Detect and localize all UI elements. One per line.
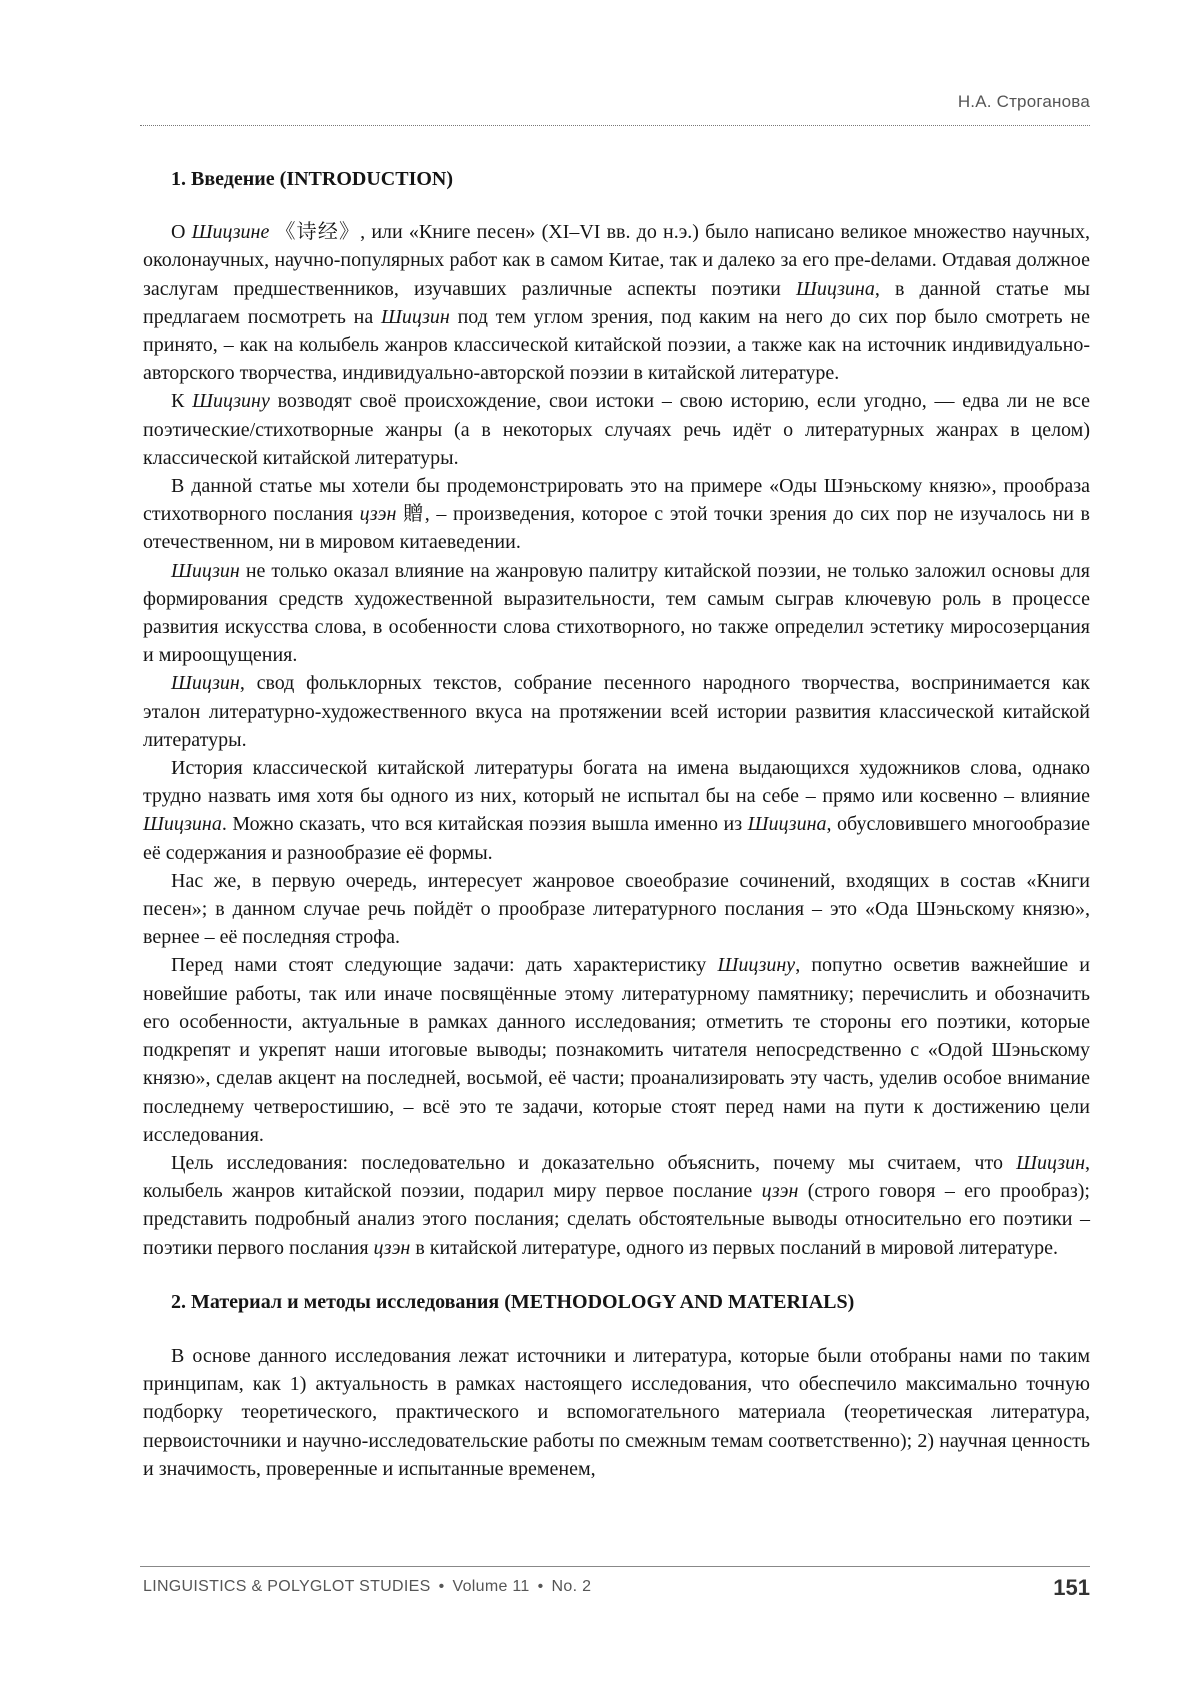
paragraph xyxy=(143,754,1090,867)
header-dotted-rule xyxy=(140,125,1090,126)
italic-term: цзэн xyxy=(359,503,397,526)
italic-term: Шицзин xyxy=(1016,1151,1085,1174)
paragraph xyxy=(143,1149,1090,1262)
italic-term: Шицзине xyxy=(191,221,270,244)
italic-term: Шицзину xyxy=(192,390,270,413)
italic-term: Шицзина xyxy=(143,813,222,836)
text-run: , попутно осветив важнейшие и новейшие работы, так или иначе посвящённые этому литературному памятнику; перечислить и обозначить его особенности, актуальные в рамках данного исследования; отметить те стороны его поэтики, которые подкрепят и укрепят наши итоговые выводы; познакомить читателя непосредственно с «Одой Шэньскому князю», сделав акцент на последней, восьмой, её части; проанализировать эту часть, уделив особое внимание последнему четверостишию, – всё это те задачи, которые стоят перед нами на пути к достижению цели исследования. xyxy=(143,954,1091,1146)
text-run: под тем углом зрения, под каким на него до сих пор было смотреть не принято, – как на колыбель жанров классической китайской поэзии, а также как на источник индивидуально-авторского творчества, индивидуально-авторской поэзии в китайской литературе. xyxy=(143,305,1090,385)
text-run: Перед нами стоят следующие задачи: дать характеристику xyxy=(171,954,718,977)
journal-name: LINGUISTICS & POLYGLOT STUDIES xyxy=(143,1578,431,1595)
text-run: (строго говоря – его прообраз); представить подробный анализ этого послания; сделать обстоятельные выводы относительно его поэтики – поэтики первого послания xyxy=(143,1180,1090,1259)
text-run: . Можно сказать, что вся китайская поэзия вышла именно из xyxy=(221,813,748,836)
italic-term: Шицзин xyxy=(171,559,240,582)
text-run: , обусловившего многообразие её содержания и разнообразие её формы. xyxy=(143,813,1090,864)
text-run: 贈, – произведения, которое с этой точки зрения до сих пор не изучалось ни в отечественном, ни в мировом китаеведении. xyxy=(143,503,1090,554)
paragraph xyxy=(143,1342,1090,1483)
italic-term: Шицзина xyxy=(796,277,875,300)
text-run: Нас же, в первую очередь, интересует жанровое своеобразие сочинений, входящих в состав «Книги песен»; в данном случае речь пойдёт о прообразе литературного послания – это «Ода Шэньскому князю», вернее – её последняя строфа. xyxy=(143,869,1090,949)
text-run: История классической китайской литературы богата на имена выдающихся художников слова, однако трудно назвать имя хотя бы одного из них, который не испытал бы на себе – прямо или косвенно – влияние xyxy=(143,757,1090,808)
text-run: , свод фольклорных текстов, собрание песенного народного творчества, воспринимается как эталон литературно-художественного вкуса на протяжении всей истории развития классической китайской литературы. xyxy=(143,672,1090,751)
journal-title-line xyxy=(143,1578,591,1595)
footer-separator-1: • xyxy=(438,1578,445,1595)
section-methodology-text xyxy=(143,1342,1090,1483)
italic-term: цзэн xyxy=(761,1180,799,1203)
article-body xyxy=(143,165,1090,1483)
text-run: О xyxy=(171,221,192,244)
text-run: В основе данного исследования лежат источники и литература, которые были отобраны нами по таким принципам, как 1) актуальность в рамках настоящего исследования, что обеспечило максимально точную подборку теоретического, практического и вспомогательного материала (теоретическая литература, первоисточники и научно-исследовательские работы по смежным темам соответственно); 2) научная ценность и значимость, проверенные и испытанные временем, xyxy=(143,1344,1090,1480)
journal-issue: No. 2 xyxy=(551,1578,592,1595)
text-run: В данной статье мы хотели бы продемонстрировать это на примере «Оды Шэньскому князю», прообраза стихотворного послания xyxy=(143,475,1090,526)
paragraph xyxy=(143,669,1090,754)
text-run: 《诗经》, или «Книге песен» (XI–VI вв. до н.э.) было написано великое множество научных, околонаучных, научно-популярных работ как в самом Китае, так и далеко за его пре-dелами. Отдавая должное заслугам предшественников, изучавших различные аспекты поэтики xyxy=(143,221,1091,300)
footer-rule xyxy=(140,1566,1090,1567)
italic-term: Шицзину xyxy=(717,954,796,977)
section-heading-introduction: 1. Введение (INTRODUCTION) xyxy=(171,168,454,190)
italic-term: цзэн xyxy=(373,1236,411,1259)
text-run: Цель исследования: последовательно и доказательно объяснить, почему мы считаем, что xyxy=(171,1151,1017,1174)
running-head-author: Н.А. Строганова xyxy=(957,92,1090,111)
text-run: , колыбель жанров китайской поэзии, подарил миру первое послание xyxy=(143,1151,1090,1203)
footer-separator-2: • xyxy=(537,1578,544,1595)
text-run: возводят своё происхождение, свои истоки – свою историю, если угодно, — едва ли не все поэтические/стихотворные жанры (а в некоторых случаях речь идёт о литературных жанрах в целом) классической китайской литературы. xyxy=(143,390,1091,469)
paragraph xyxy=(143,557,1090,670)
page-number: 151 xyxy=(1053,1575,1090,1600)
paragraph xyxy=(143,387,1090,472)
page-footer xyxy=(143,1575,1090,1608)
text-run: в китайской литературе, одного из первых посланий в мировой литературе. xyxy=(410,1236,1058,1259)
paragraph xyxy=(143,472,1090,557)
italic-term: Шицзин xyxy=(171,672,240,695)
paragraph xyxy=(143,951,1090,1148)
paragraph xyxy=(143,867,1090,952)
text-run: , в данной статье мы предлагаем посмотреть на xyxy=(143,277,1090,328)
paragraph xyxy=(143,218,1090,387)
journal-volume: Volume 11 xyxy=(452,1578,530,1595)
text-run: не только оказал влияние на жанровую палитру китайской поэзии, не только заложил основы для формирования средств художественной выразительности, тем самым сыграв ключевую роль в процессе развития искусства слова, в особенности слова стихотворного, но также определил эстетику миросозерцания и мироощущения. xyxy=(143,559,1090,667)
section-heading-methodology: 2. Материал и методы исследования (METHODOLOGY AND MATERIALS) xyxy=(171,1290,855,1313)
text-run: К xyxy=(171,390,193,413)
section-introduction-text xyxy=(143,218,1090,1262)
italic-term: Шицзина xyxy=(747,813,827,836)
italic-term: Шицзин xyxy=(381,305,450,328)
